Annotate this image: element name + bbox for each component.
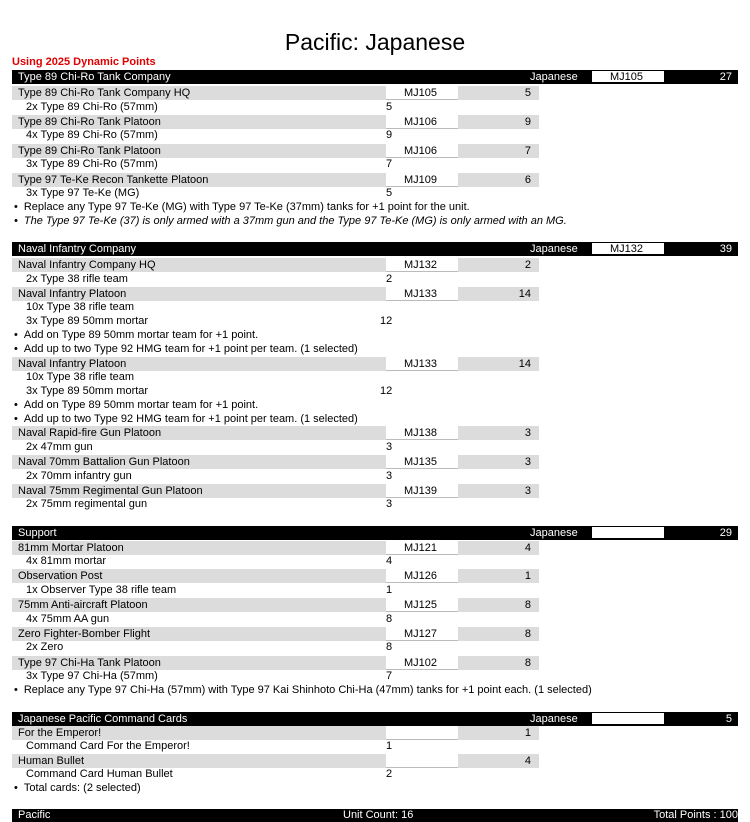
unit-header — [12, 598, 738, 612]
list-item — [12, 768, 738, 782]
option-note: • Add on Type 89 50mm mortar team for +1 point. — [14, 399, 258, 411]
unit-header — [12, 86, 738, 100]
unit-points: 3 — [524, 427, 531, 439]
list-item — [12, 273, 738, 287]
unit-points: 1 — [524, 570, 531, 582]
item-qty: 1 — [386, 584, 393, 596]
list-item — [12, 613, 738, 627]
unit-header — [12, 541, 738, 555]
list-item — [12, 470, 738, 484]
unit-header — [12, 754, 738, 768]
unit-points: 8 — [524, 599, 531, 611]
item-text: 3x Type 97 Te-Ke (MG) — [26, 187, 140, 199]
item-qty: 3 — [386, 441, 393, 453]
unit-name: Type 97 Chi-Ha Tank Platoon — [18, 657, 161, 669]
section-title: Support — [18, 527, 57, 539]
list-item — [12, 385, 738, 399]
item-text: 4x 81mm mortar — [26, 555, 107, 567]
list-item — [12, 555, 738, 569]
unit-header — [12, 627, 738, 641]
unit-name: Naval Infantry Platoon — [18, 358, 127, 370]
section-points: 5 — [725, 713, 732, 725]
item-qty: 5 — [386, 187, 393, 199]
unit-name: Naval Infantry Company HQ — [18, 259, 156, 271]
item-text: 3x Type 89 Chi-Ro (57mm) — [26, 158, 158, 170]
list-item — [12, 498, 738, 512]
unit-header — [12, 173, 738, 187]
item-qty: 12 — [380, 385, 393, 397]
section-nation: Japanese — [530, 243, 578, 255]
section-header — [12, 242, 738, 256]
unit-header — [12, 115, 738, 129]
section-title: Naval Infantry Company — [18, 243, 136, 255]
unit-name: Zero Fighter-Bomber Flight — [18, 628, 151, 640]
unit-code: MJ109 — [386, 173, 458, 187]
section-nation: Japanese — [530, 713, 578, 725]
option-note: • Add up to two Type 92 HMG team for +1 point per team. (1 selected) — [14, 343, 358, 355]
section-title: Japanese Pacific Command Cards — [18, 713, 188, 725]
unit-code: MJ135 — [386, 455, 458, 469]
list-item — [12, 584, 738, 598]
option-note: • The Type 97 Te-Ke (37) is only armed with a 37mm gun and the Type 97 Te-Ke (MG) is only armed with an MG. — [14, 215, 567, 227]
footer-game: Pacific — [18, 809, 51, 821]
item-qty: 2 — [386, 768, 393, 780]
unit-name: Human Bullet — [18, 755, 85, 767]
item-qty: 3 — [386, 498, 393, 510]
unit-name: Type 89 Chi-Ro Tank Platoon — [18, 116, 161, 128]
section-header — [12, 70, 738, 84]
unit-name: Type 89 Chi-Ro Tank Platoon — [18, 145, 161, 157]
option-note: • Add on Type 89 50mm mortar team for +1 point. — [14, 329, 258, 341]
list-item — [12, 641, 738, 655]
item-text: 2x 75mm regimental gun — [26, 498, 148, 510]
unit-code: MJ102 — [386, 656, 458, 670]
footer-total-points: Total Points : 100 — [653, 809, 738, 821]
unit-code: MJ138 — [386, 426, 458, 440]
section-points: 29 — [719, 527, 732, 539]
unit-points: 14 — [518, 358, 531, 370]
unit-header — [12, 426, 738, 440]
item-qty: 2 — [386, 273, 393, 285]
unit-name: Observation Post — [18, 570, 103, 582]
unit-header — [12, 144, 738, 158]
unit-header — [12, 287, 738, 301]
item-text: 2x 70mm infantry gun — [26, 470, 132, 482]
item-text: 1x Observer Type 38 rifle team — [26, 584, 177, 596]
item-text: Command Card Human Bullet — [26, 768, 173, 780]
section-code: MJ132 — [592, 243, 664, 254]
section-points: 27 — [719, 71, 732, 83]
item-qty: 5 — [386, 101, 393, 113]
unit-name: 81mm Mortar Platoon — [18, 542, 124, 554]
unit-header — [12, 455, 738, 469]
list-item — [12, 371, 738, 385]
list-item — [12, 187, 738, 201]
item-text: 4x 75mm AA gun — [26, 613, 110, 625]
unit-name: Type 97 Te-Ke Recon Tankette Platoon — [18, 174, 209, 186]
item-text: 2x Type 89 Chi-Ro (57mm) — [26, 101, 158, 113]
item-qty: 8 — [386, 613, 393, 625]
list-item — [12, 158, 738, 172]
item-qty: 1 — [386, 740, 393, 752]
section-points: 39 — [719, 243, 732, 255]
list-item — [12, 101, 738, 115]
unit-header — [12, 357, 738, 371]
unit-name: Type 89 Chi-Ro Tank Company HQ — [18, 87, 191, 99]
unit-points: 1 — [524, 727, 531, 739]
unit-points: 3 — [524, 485, 531, 497]
unit-points: 4 — [524, 755, 531, 767]
section-code: MJ105 — [592, 71, 664, 82]
unit-code: MJ132 — [386, 258, 458, 272]
unit-code: MJ125 — [386, 598, 458, 612]
unit-code: MJ121 — [386, 541, 458, 555]
unit-code: MJ133 — [386, 287, 458, 301]
unit-code: MJ106 — [386, 144, 458, 158]
unit-name: For the Emperor! — [18, 727, 102, 739]
list-item — [12, 315, 738, 329]
footer-bar — [12, 809, 738, 822]
item-text: 2x 47mm gun — [26, 441, 93, 453]
item-text: 3x Type 97 Chi-Ha (57mm) — [26, 670, 158, 682]
item-qty: 7 — [386, 158, 393, 170]
option-note: • Replace any Type 97 Chi-Ha (57mm) with Type 97 Kai Shinhoto Chi-Ha (47mm) tanks for +1 point each. (1 selected) — [14, 684, 592, 696]
unit-points: 8 — [524, 628, 531, 640]
list-item — [12, 740, 738, 754]
unit-name: Naval Rapid-fire Gun Platoon — [18, 427, 162, 439]
option-note: • Add up to two Type 92 HMG team for +1 point per team. (1 selected) — [14, 413, 358, 425]
list-item — [12, 301, 738, 315]
unit-points: 2 — [524, 259, 531, 271]
item-qty: 4 — [386, 555, 393, 567]
page-title: Pacific: Japanese — [284, 29, 466, 55]
unit-code: MJ127 — [386, 627, 458, 641]
unit-points: 6 — [524, 174, 531, 186]
unit-code: MJ105 — [386, 86, 458, 100]
item-text: 3x Type 89 50mm mortar — [26, 385, 149, 397]
section-header — [12, 712, 738, 726]
item-text: 10x Type 38 rifle team — [26, 301, 135, 313]
section-nation: Japanese — [530, 527, 578, 539]
item-text: 2x Type 38 rifle team — [26, 273, 128, 285]
unit-points: 7 — [524, 145, 531, 157]
unit-points: 8 — [524, 657, 531, 669]
unit-points: 4 — [524, 542, 531, 554]
unit-points: 3 — [524, 456, 531, 468]
unit-name: Naval Infantry Platoon — [18, 288, 127, 300]
item-qty: 8 — [386, 641, 393, 653]
unit-header — [12, 258, 738, 272]
item-qty: 9 — [386, 129, 393, 141]
option-note: • Replace any Type 97 Te-Ke (MG) with Type 97 Te-Ke (37mm) tanks for +1 point for the unit. — [14, 201, 470, 213]
unit-code: MJ139 — [386, 484, 458, 498]
unit-points: 5 — [524, 87, 531, 99]
unit-code: MJ106 — [386, 115, 458, 129]
item-qty: 12 — [380, 315, 393, 327]
list-item — [12, 441, 738, 455]
option-note: • Total cards: (2 selected) — [14, 782, 141, 794]
section-title: Type 89 Chi-Ro Tank Company — [18, 71, 171, 83]
section-nation: Japanese — [530, 71, 578, 83]
footer-unit-count: Unit Count: 16 — [343, 809, 414, 821]
item-text: 2x Zero — [26, 641, 64, 653]
item-qty: 7 — [386, 670, 393, 682]
unit-name: 75mm Anti-aircraft Platoon — [18, 599, 148, 611]
section-code — [592, 527, 664, 538]
unit-header — [12, 656, 738, 670]
points-note: Using 2025 Dynamic Points — [12, 56, 156, 68]
unit-name: Naval 70mm Battalion Gun Platoon — [18, 456, 190, 468]
item-text: Command Card For the Emperor! — [26, 740, 190, 752]
item-text: 3x Type 89 50mm mortar — [26, 315, 149, 327]
unit-code: MJ126 — [386, 569, 458, 583]
unit-header — [12, 484, 738, 498]
section-code — [592, 713, 664, 724]
unit-code: MJ133 — [386, 357, 458, 371]
item-qty: 3 — [386, 470, 393, 482]
unit-header — [12, 569, 738, 583]
list-item — [12, 670, 738, 684]
unit-points: 14 — [518, 288, 531, 300]
unit-name: Naval 75mm Regimental Gun Platoon — [18, 485, 203, 497]
list-item — [12, 129, 738, 143]
section-header — [12, 526, 738, 540]
item-text: 10x Type 38 rifle team — [26, 371, 135, 383]
unit-points: 9 — [524, 116, 531, 128]
unit-code — [386, 726, 458, 740]
unit-code — [386, 754, 458, 768]
item-text: 4x Type 89 Chi-Ro (57mm) — [26, 129, 158, 141]
unit-header — [12, 726, 738, 740]
